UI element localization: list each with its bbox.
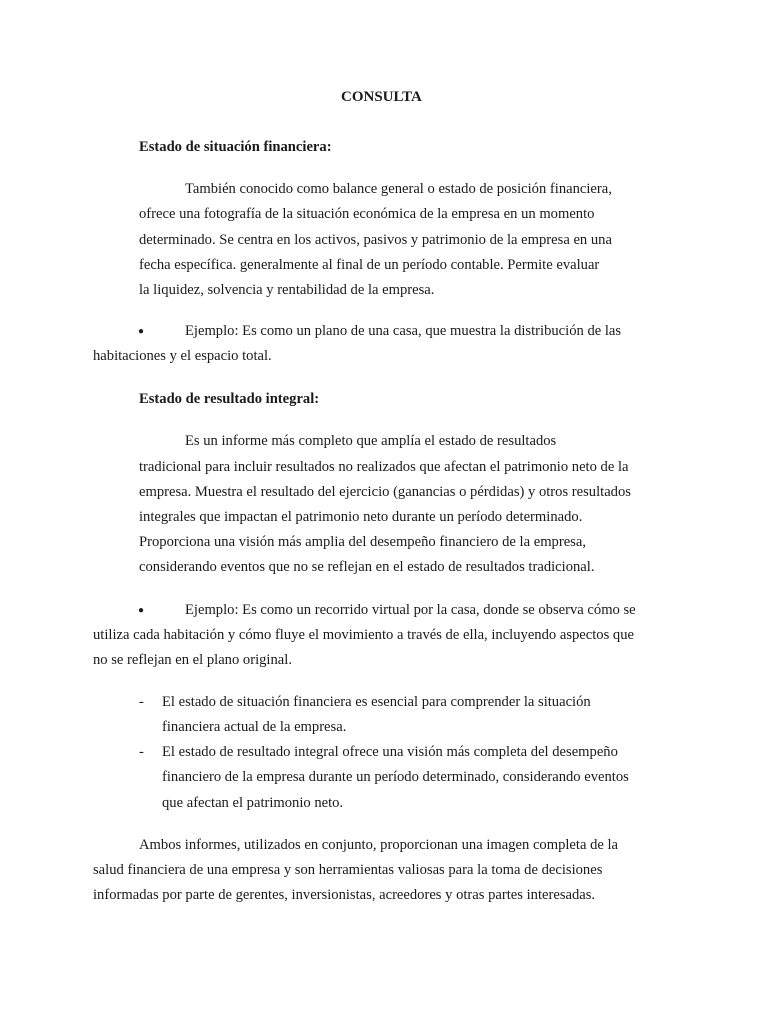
paragraph-line: fecha específica. generalmente al final de un período contable. Permite evaluar [139,257,600,273]
dash-list-line: financiera actual de la empresa. [162,719,347,735]
paragraph-line: considerando eventos que no se reflejan en el estado de resultados tradicional. [139,559,595,575]
dash-marker: - [139,744,144,760]
dash-list-line: El estado de resultado integral ofrece una visión más completa del desempeño [162,744,618,760]
conclusion-line: informadas por parte de gerentes, inversionistas, acreedores y otras partes interesadas. [93,887,596,903]
paragraph-line: empresa. Muestra el resultado del ejercicio (ganancias o pérdidas) y otros resultados [139,484,631,500]
paragraph-line: la liquidez, solvencia y rentabilidad de la empresa. [139,282,435,298]
paragraph-line: Es un informe más completo que amplía el estado de resultados [185,433,557,449]
conclusion-line: salud financiera de una empresa y son herramientas valiosas para la toma de decisiones [93,862,603,878]
example-line: no se reflejan en el plano original. [93,652,292,668]
bullet-icon: ● [138,326,145,337]
dash-list-line: El estado de situación financiera es esencial para comprender la situación [162,694,591,710]
section-heading-situacion: Estado de situación financiera: [139,139,332,155]
dash-marker: - [139,694,144,710]
paragraph-line: tradicional para incluir resultados no realizados que afectan el patrimonio neto de la [139,459,629,475]
section-heading-resultado: Estado de resultado integral: [139,391,320,407]
paragraph-line: ofrece una fotografía de la situación económica de la empresa en un momento [139,206,595,222]
bullet-icon: ● [138,605,145,616]
example-line: Ejemplo: Es como un plano de una casa, que muestra la distribución de las [185,323,622,339]
paragraph-line: integrales que impactan el patrimonio neto durante un período determinado. [139,509,583,525]
example-line: utiliza cada habitación y cómo fluye el movimiento a través de ella, incluyendo aspectos que [93,627,634,643]
conclusion-line: Ambos informes, utilizados en conjunto, proporcionan una imagen completa de la [139,837,619,853]
paragraph-line: Proporciona una visión más amplia del desempeño financiero de la empresa, [139,534,586,550]
paragraph-line: También conocido como balance general o estado de posición financiera, [185,181,612,197]
example-line: habitaciones y el espacio total. [93,348,272,364]
paragraph-line: determinado. Se centra en los activos, pasivos y patrimonio de la empresa en una [139,232,612,248]
dash-list-line: que afectan el patrimonio neto. [162,795,344,811]
example-line: Ejemplo: Es como un recorrido virtual por la casa, donde se observa cómo se [185,602,636,618]
dash-list-line: financiero de la empresa durante un período determinado, considerando eventos [162,769,629,785]
page-title: CONSULTA [341,89,422,105]
